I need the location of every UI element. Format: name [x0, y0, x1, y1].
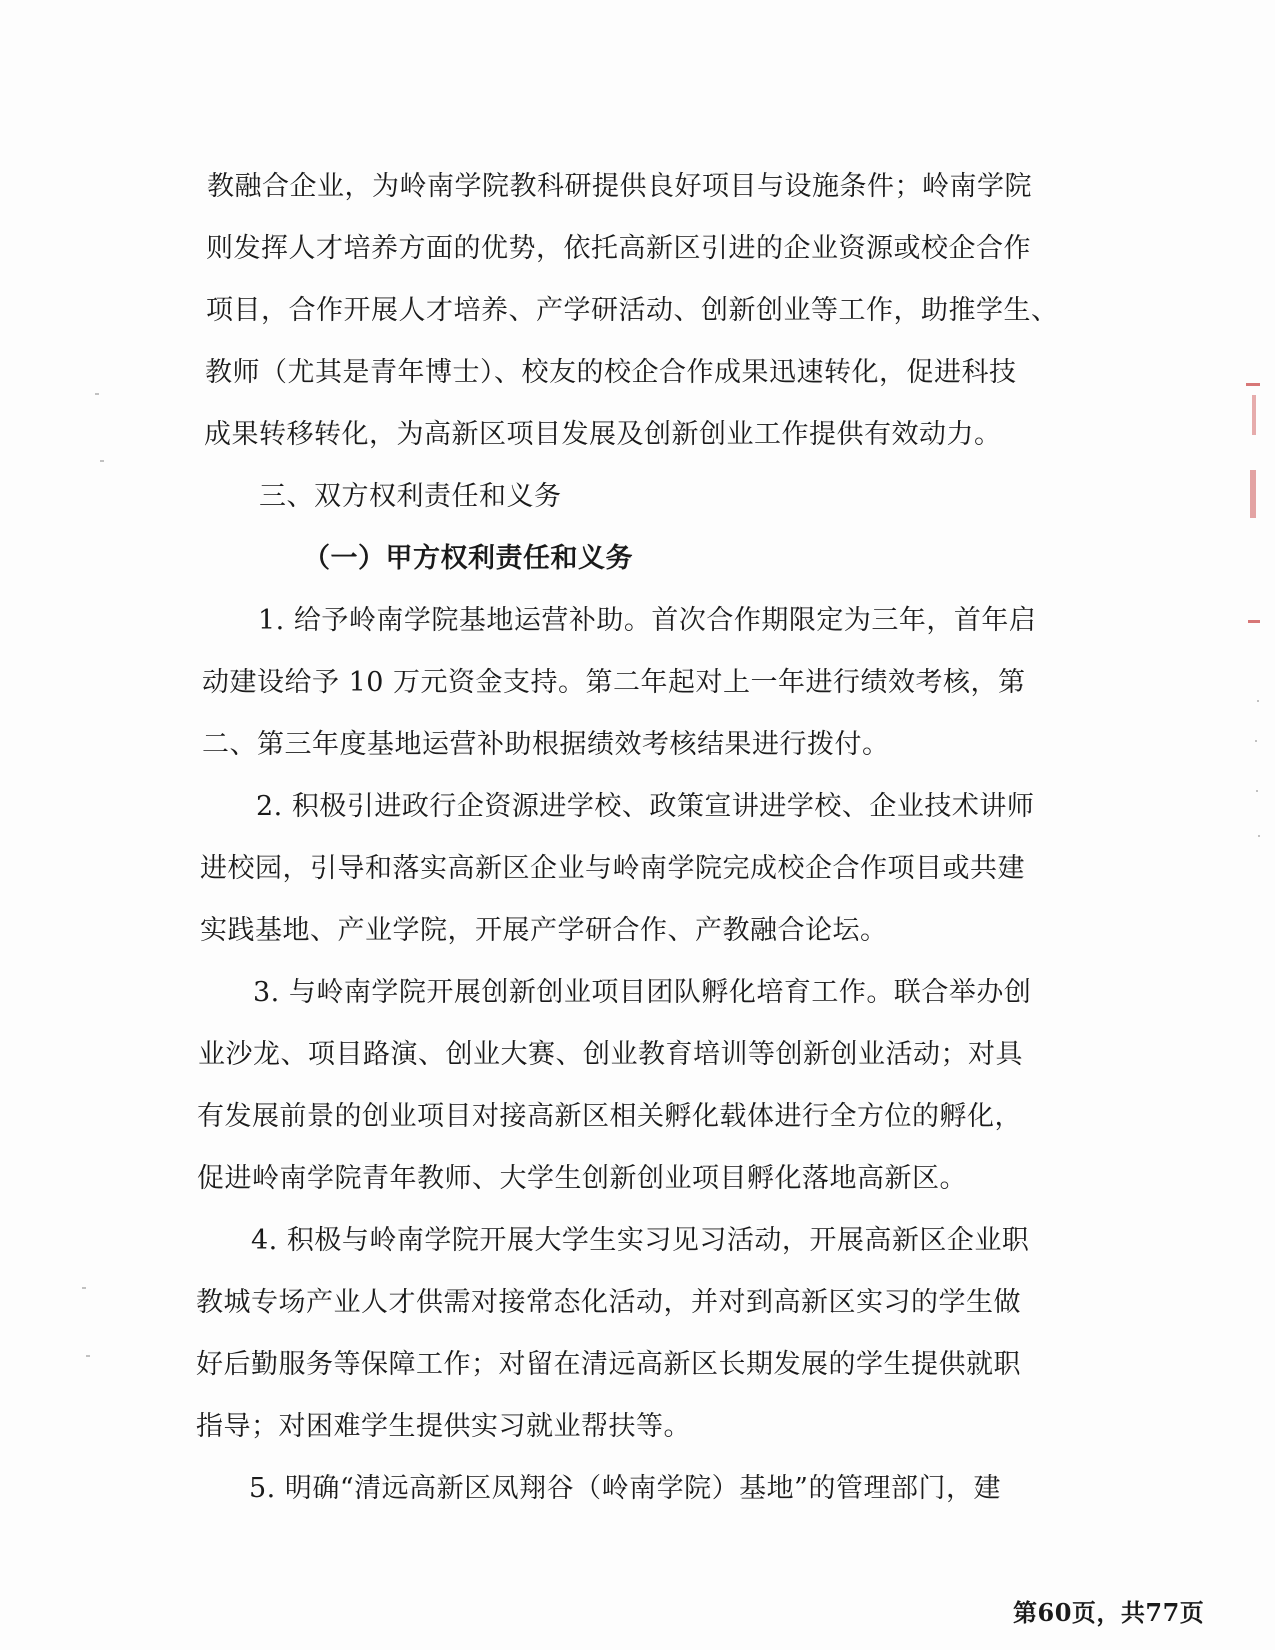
text-line: 项目，合作开展人才培养、产学研活动、创新创业等工作，助推学生、 [206, 295, 1059, 326]
subsection-heading: （一）甲方权利责任和义务 [303, 543, 633, 574]
scan-speck [1257, 700, 1259, 702]
text-line: 动建设给予 10 万元资金支持。第二年起对上一年进行绩效考核，第 [202, 667, 1026, 698]
scan-speck [1255, 740, 1257, 742]
text-line: 业沙龙、项目路演、创业大赛、创业教育培训等创新创业活动；对具 [198, 1039, 1023, 1070]
text-line: 成果转移转化，为高新区项目发展及创新创业工作提供有效动力。 [204, 419, 1002, 450]
text-line: 5. 明确“清远高新区凤翔谷（岭南学院）基地”的管理部门，建 [249, 1473, 1001, 1504]
text-line: 二、第三年度基地运营补助根据绩效考核结果进行拨付。 [202, 729, 890, 760]
scan-speck [1258, 835, 1260, 837]
page-number: 第60页，共77页 [1013, 1598, 1205, 1627]
scan-speck [82, 1287, 86, 1289]
scan-speck [95, 393, 99, 395]
text-line: 指导；对困难学生提供实习就业帮扶等。 [196, 1411, 691, 1442]
text-line: 促进岭南学院青年教师、大学生创新创业项目孵化落地高新区。 [197, 1163, 967, 1194]
text-line: 3. 与岭南学院开展创新创业项目团队孵化培育工作。联合举办创 [253, 977, 1032, 1008]
scan-speck [86, 1355, 90, 1357]
section-heading: 三、双方权利责任和义务 [259, 481, 562, 512]
scan-speck [100, 460, 104, 462]
text-line: 教师（尤其是青年博士）、校友的校企合作成果迅速转化，促进科技 [205, 357, 1017, 388]
seal-fragment [1246, 383, 1260, 386]
seal-fragment [1250, 470, 1256, 518]
text-line: 进校园，引导和落实高新区企业与岭南学院完成校企合作项目或共建 [200, 853, 1025, 884]
seal-fragment [1248, 620, 1260, 623]
text-line: 实践基地、产业学院，开展产学研合作、产教融合论坛。 [200, 915, 888, 946]
text-line: 教融合企业，为岭南学院教科研提供良好项目与设施条件；岭南学院 [207, 171, 1032, 202]
text-line: 4. 积极与岭南学院开展大学生实习见习活动，开展高新区企业职 [251, 1225, 1030, 1256]
seal-fragment [1252, 395, 1256, 435]
scan-speck [1256, 790, 1258, 792]
text-line: 2. 积极引进政行企资源进学校、政策宣讲进学校、企业技术讲师 [256, 791, 1035, 822]
text-line: 有发展前景的创业项目对接高新区相关孵化载体进行全方位的孵化， [197, 1101, 1022, 1132]
text-line: 教城专场产业人才供需对接常态化活动，并对到高新区实习的学生做 [196, 1287, 1021, 1318]
text-line: 则发挥人才培养方面的优势，依托高新区引进的企业资源或校企合作 [206, 233, 1031, 264]
text-line: 好后勤服务等保障工作；对留在清远高新区长期发展的学生提供就职 [196, 1349, 1021, 1380]
text-line: 1. 给予岭南学院基地运营补助。首次合作期限定为三年，首年启 [258, 605, 1037, 636]
